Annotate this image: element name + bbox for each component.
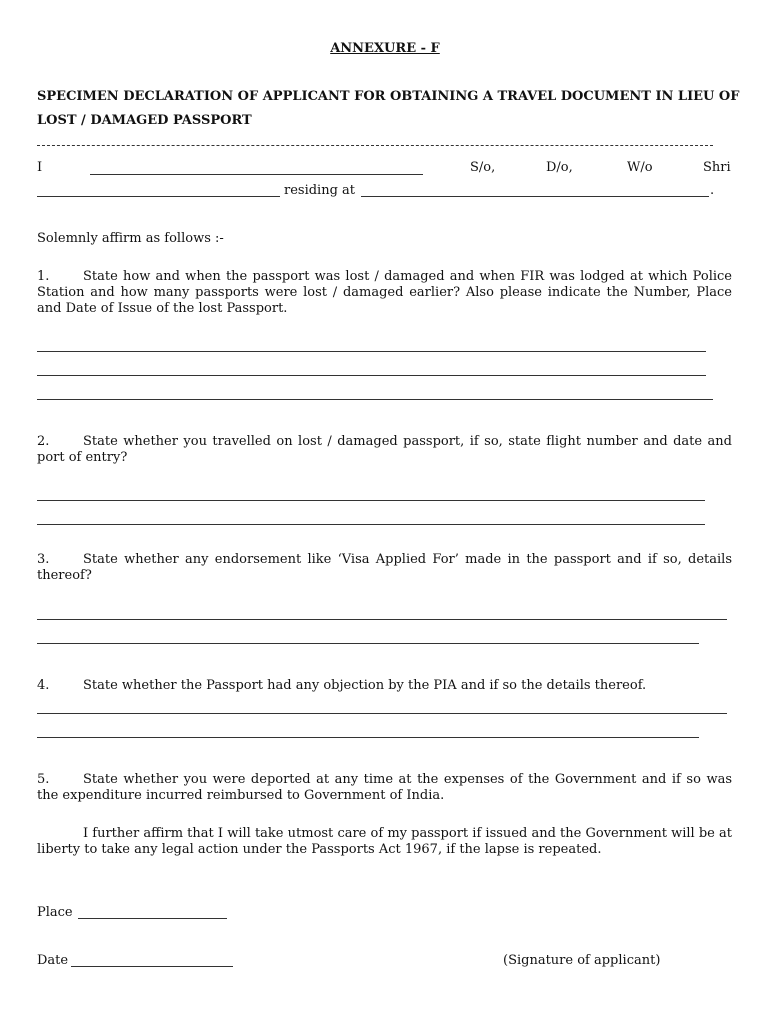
item-4-text: State whether the Passport had any objection by the PIA and if so the details thereof. <box>83 678 647 693</box>
item-3-text: State whether any endorsement like ‘Visa Applied For’ made in the passport and if so, details thereof? <box>37 552 732 583</box>
date-label: Date <box>37 953 69 968</box>
declarant-do-label: D/o, <box>546 160 573 175</box>
declarant-shri-label: Shri <box>703 160 731 175</box>
item-1-answer-line-2[interactable] <box>37 375 706 376</box>
residing-at-label: residing at <box>284 183 356 198</box>
declarant-i-label: I <box>37 160 43 175</box>
affirm-intro: Solemnly affirm as follows :- <box>37 231 224 246</box>
item-3-answer-line-1[interactable] <box>37 619 727 620</box>
address-blank[interactable] <box>361 196 709 197</box>
item-1 <box>37 269 732 317</box>
item-4-number: 4. <box>37 678 50 693</box>
item-5-number: 5. <box>37 772 50 787</box>
heading-line-1: SPECIMEN DECLARATION OF APPLICANT FOR OBTAINING A TRAVEL DOCUMENT IN LIEU OF <box>37 89 740 104</box>
signature-label: (Signature of applicant) <box>503 953 661 968</box>
item-4-answer-line-1[interactable] <box>37 713 727 714</box>
annexure-title: ANNEXURE - F <box>330 41 440 56</box>
item-2-answer-line-2[interactable] <box>37 524 705 525</box>
item-5-text: State whether you were deported at any time at the expenses of the Government and if so was the expenditure incurred reimbursed to Government of India. <box>37 772 732 803</box>
further-affirmation: I further affirm that I will take utmost care of my passport if issued and the Government will be at liberty to take any legal action under the Passports Act 1967, if the lapse is repeated. <box>37 826 732 857</box>
item-2-text: State whether you travelled on lost / damaged passport, if so, state flight number and date and port of entry? <box>37 434 732 465</box>
heading-line-2: LOST / DAMAGED PASSPORT <box>37 113 252 128</box>
place-label: Place <box>37 905 73 920</box>
parent-name-blank[interactable] <box>37 196 280 197</box>
item-1-answer-line-1[interactable] <box>37 351 706 352</box>
item-1-answer-line-3[interactable] <box>37 399 713 400</box>
item-3-number: 3. <box>37 552 50 567</box>
item-2-number: 2. <box>37 434 50 449</box>
item-1-number: 1. <box>37 269 50 284</box>
date-blank[interactable] <box>71 966 233 967</box>
item-3 <box>37 552 732 584</box>
item-5 <box>37 772 732 804</box>
declarant-so-label: S/o, <box>470 160 496 175</box>
item-4-answer-line-2[interactable] <box>37 737 699 738</box>
item-3-answer-line-2[interactable] <box>37 643 699 644</box>
item-2-answer-line-1[interactable] <box>37 500 705 501</box>
item-4 <box>37 678 732 694</box>
item-2 <box>37 434 732 466</box>
item-1-text: State how and when the passport was lost / damaged and when FIR was lodged at which Police Station and how many passports were lost / damaged earlier? Also please indicate the Number, Place and Date of Issue of the lost Passport. <box>37 269 732 316</box>
dashed-separator <box>37 145 713 146</box>
address-period: . <box>710 183 715 198</box>
declarant-name-blank[interactable] <box>90 174 423 175</box>
place-blank[interactable] <box>78 918 227 919</box>
declarant-wo-label: W/o <box>627 160 653 175</box>
